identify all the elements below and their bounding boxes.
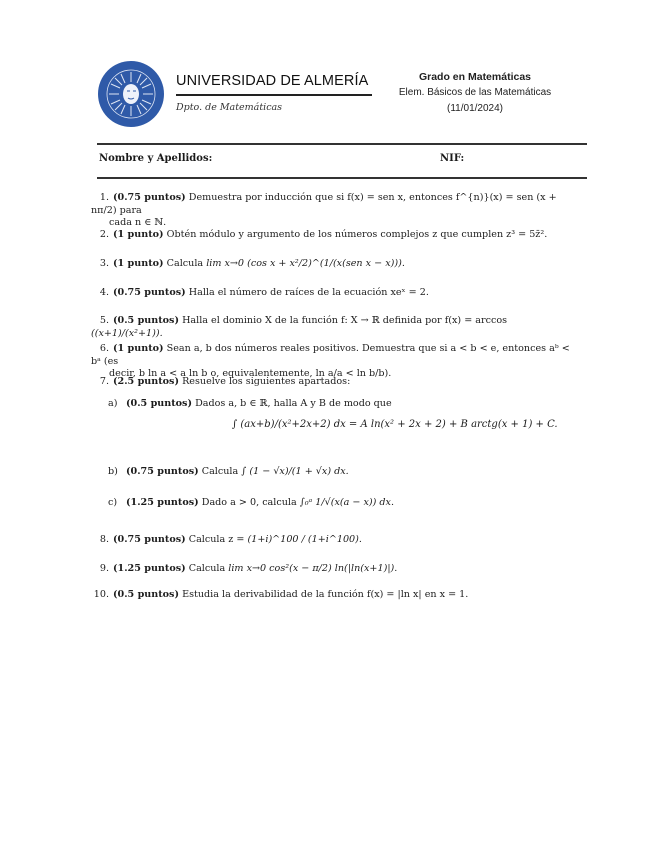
- university-seal-icon: [97, 60, 165, 128]
- question-6: 6. (1 punto) Sean a, b dos números reales positivos. Demuestra que si a < b < e, entonces aᵇ < bᵃ (es decir, b ln a < a ln b o, equivalentemente, ln a/a < ln b/b).: [91, 343, 581, 381]
- nif-field-label: NIF:: [440, 153, 465, 164]
- student-box-bottom-rule: [97, 177, 587, 179]
- arccos-argument: ((x+1)/(x²+1)).: [91, 327, 163, 339]
- question-1: 1. (0.75 puntos) Demuestra por inducción que si f(x) = sen x, entonces f^{n)}(x) = sen (x + nπ/2) para cada n ∈ ℕ.: [91, 192, 581, 230]
- question-text: Calcula z =: [188, 534, 245, 545]
- question-text: Sean a, b dos números reales positivos. Demuestra que si a < b < e, entonces aᵇ < bᵃ (es: [91, 343, 570, 367]
- name-field-label: Nombre y Apellidos:: [99, 153, 213, 164]
- question-3: 3. (1 punto) Calcula lim x→0 (cos x + x²/2)^(1/(x(sen x − x))).: [99, 258, 405, 269]
- department-name: Dpto. de Matemáticas: [176, 102, 283, 113]
- subquestion-a: a) (0.5 puntos) Dados a, b ∈ ℝ, halla A y B de modo que: [108, 398, 392, 409]
- student-box-top-rule: [97, 143, 587, 145]
- limit-expression: lim x→0 (cos x + x²/2)^(1/(x(sen x − x))).: [206, 258, 405, 269]
- question-2: 2. (1 punto) Obtén módulo y argumento de los números complejos z que cumplen z³ = 5z̄².: [99, 229, 548, 240]
- university-name: UNIVERSIDAD DE ALMERÍA: [176, 73, 369, 89]
- question-text: Halla el dominio X de la función f: X → ℝ definida por f(x) = arccos: [182, 315, 508, 326]
- integral-equation: ∫ (ax+b)/(x²+2x+2) dx = A ln(x² + 2x + 2) + B arctg(x + 1) + C.: [232, 419, 558, 430]
- question-9: 9. (1.25 puntos) Calcula lim x→0 cos²(x − π/2) ln(|ln(x+1)|).: [99, 563, 398, 574]
- question-text: Calcula: [188, 563, 226, 574]
- question-7: 7. (2.5 puntos) Resuelve los siguientes apartados:: [99, 376, 351, 387]
- subject-name: Elem. Básicos de las Matemáticas: [398, 87, 552, 98]
- question-text-cont: decir, b ln a < a ln b o, equivalentemente, ln a/a < ln b/b).: [109, 368, 392, 379]
- question-text-cont: cada n ∈ ℕ.: [109, 217, 167, 228]
- exam-date: (11/01/2024): [447, 103, 503, 114]
- question-text: Resuelve los siguientes apartados:: [182, 376, 351, 387]
- question-4: 4. (0.75 puntos) Halla el número de raíces de la ecuación xeˣ = 2.: [99, 287, 429, 298]
- subquestion-text: Calcula: [201, 466, 239, 477]
- question-text: Calcula: [166, 258, 204, 269]
- degree-name: Grado en Matemáticas: [418, 71, 532, 83]
- question-8: 8. (0.75 puntos) Calcula z = (1+i)^100 / (1+i^100).: [99, 534, 362, 545]
- question-text: Demuestra por inducción que si f(x) = sen x, entonces f^{n)}(x) = sen (x + nπ/2) para: [91, 192, 557, 216]
- course-info: [395, 69, 555, 117]
- header-divider: [176, 94, 372, 96]
- question-text: Halla el número de raíces de la ecuación xeˣ = 2.: [188, 287, 429, 298]
- question-5: 5. (0.5 puntos) Halla el dominio X de la función f: X → ℝ definida por f(x) = arccos ((x+1)/(x²+1)).: [91, 315, 508, 339]
- subquestion-c: c) (1.25 puntos) Dado a > 0, calcula ∫₀ᵃ 1/√(x(a − x)) dx.: [108, 497, 395, 508]
- question-text: Obtén módulo y argumento de los números complejos z que cumplen z³ = 5z̄².: [166, 229, 548, 240]
- subquestion-text: Dados a, b ∈ ℝ, halla A y B de modo que: [195, 398, 392, 409]
- question-10: 10. (0.5 puntos) Estudia la derivabilidad de la función f(x) = |ln x| en x = 1.: [93, 589, 469, 600]
- subquestion-b: b) (0.75 puntos) Calcula ∫ (1 − √x)/(1 + √x) dx.: [108, 466, 349, 477]
- subquestion-text: Dado a > 0, calcula: [201, 497, 297, 508]
- question-text: Estudia la derivabilidad de la función f(x) = |ln x| en x = 1.: [182, 589, 469, 600]
